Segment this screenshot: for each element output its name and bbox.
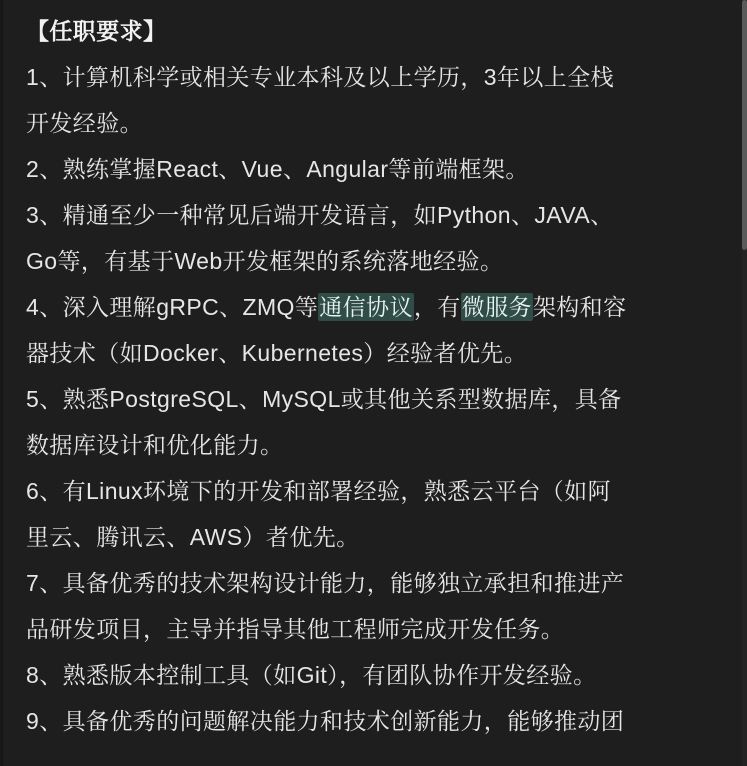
document-line (26, 192, 727, 238)
document-line (26, 468, 727, 514)
text-segment: Go等，有基于Web开发框架的系统落地经验。 (26, 248, 504, 274)
scrollbar-thumb[interactable] (742, 0, 747, 250)
document-line (26, 560, 727, 606)
text-segment: 品研发项目，主导并指导其他工程师完成开发任务。 (26, 616, 565, 642)
highlighted-text[interactable]: 通信协议 (319, 294, 413, 320)
document-line (26, 284, 727, 330)
left-edge-strip (0, 0, 3, 766)
text-segment: 7、具备优秀的技术架构设计能力，能够独立承担和推进产 (26, 570, 625, 596)
text-segment: ，有 (413, 294, 461, 320)
text-segment: 里云、腾讯云、AWS）者优先。 (26, 524, 360, 550)
text-segment: 器技术（如Docker、Kubernetes）经验者优先。 (26, 340, 528, 366)
section-heading: 【任职要求】 (26, 18, 167, 44)
document-line (26, 698, 727, 744)
text-segment: 4、深入理解gRPC、ZMQ等 (26, 294, 319, 320)
text-segment: 8、熟悉版本控制工具（如Git），有团队协作开发经验。 (26, 662, 597, 688)
text-segment: 2、熟练掌握React、Vue、Angular等前端框架。 (26, 156, 529, 182)
document-line (26, 422, 727, 468)
document-line (26, 54, 727, 100)
scrollbar-track[interactable] (742, 0, 747, 766)
document-line (26, 606, 727, 652)
text-segment: 架构和容 (532, 294, 627, 320)
document-line (26, 376, 727, 422)
requirements-list (26, 54, 727, 744)
document-line (26, 100, 727, 146)
highlighted-text[interactable]: 微服务 (461, 294, 532, 320)
text-segment: 6、有Linux环境下的开发和部署经验，熟悉云平台（如阿 (26, 478, 611, 504)
text-segment: 数据库设计和优化能力。 (26, 432, 284, 458)
document-line (26, 652, 727, 698)
text-segment: 5、熟悉PostgreSQL、MySQL或其他关系型数据库，具备 (26, 386, 622, 412)
text-segment: 9、具备优秀的问题解决能力和技术创新能力，能够推动团 (26, 708, 625, 734)
document-line (26, 514, 727, 560)
text-segment: 开发经验。 (26, 110, 143, 136)
text-segment: 3、精通至少一种常见后端开发语言，如Python、JAVA、 (26, 202, 614, 228)
document-line (26, 330, 727, 376)
text-segment: 1、计算机科学或相关专业本科及以上学历，3年以上全栈 (26, 64, 614, 90)
document-line (26, 146, 727, 192)
document-line (26, 238, 727, 284)
